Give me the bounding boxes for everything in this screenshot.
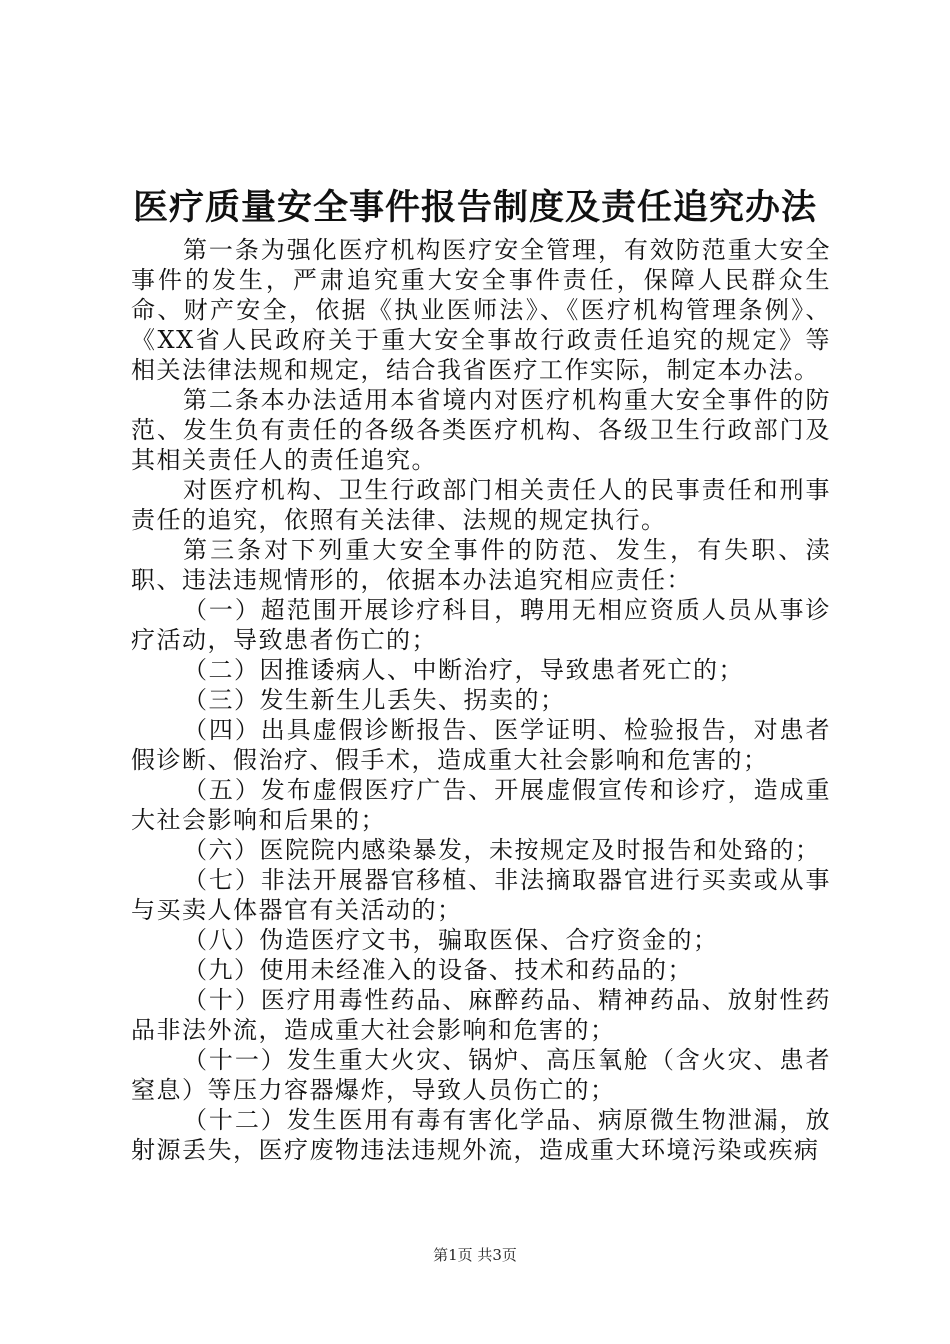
list-item: （二）因推诿病人、中断治疗，导致患者死亡的； (183, 656, 744, 684)
article-2-paragraph: 第二条本办法适用本省境内对医疗机构重大安全事件的防范、发生负有责任的各级各类医疗机构、各级卫生行政部门及其相关责任人的责任追究。 (131, 386, 831, 474)
liability-paragraph: 对医疗机构、卫生行政部门相关责任人的民事责任和刑事责任的追究，依照有关法律、法规的规定执行。 (131, 476, 831, 534)
list-item: （七）非法开展器官移植、非法摘取器官进行买卖或从事与买卖人体器官有关活动的； (131, 866, 831, 924)
list-item: （八）伪造医疗文书，骗取医保、合疗资金的； (183, 926, 719, 954)
list-item: （一）超范围开展诊疗科目，聘用无相应资质人员从事诊疗活动，导致患者伤亡的； (131, 596, 831, 654)
list-item: （五）发布虚假医疗广告、开展虚假宣传和诊疗，造成重大社会影响和后果的； (131, 776, 831, 834)
page-number-footer: 第1页 共3页 (433, 1246, 517, 1264)
list-item: （四）出具虚假诊断报告、医学证明、检验报告，对患者假诊断、假治疗、假手术，造成重大社会影响和危害的； (131, 716, 831, 774)
list-item: （十二）发生医用有毒有害化学品、病原微生物泄漏，放射源丢失，医疗废物违法违规外流，造成重大环境污染或疾病 (131, 1106, 831, 1164)
document-body (131, 235, 831, 1165)
article-3-paragraph: 第三条对下列重大安全事件的防范、发生，有失职、渎职、违法违规情形的，依据本办法追究相应责任： (131, 536, 831, 594)
list-item: （六）医院院内感染暴发，未按规定及时报告和处臵的； (183, 836, 821, 864)
list-item: （三）发生新生儿丢失、拐卖的； (183, 686, 566, 714)
list-item: （十）医疗用毒性药品、麻醉药品、精神药品、放射性药品非法外流，造成重大社会影响和危害的； (131, 986, 831, 1044)
list-item: （九）使用未经准入的设备、技术和药品的； (183, 956, 693, 984)
list-item: （十一）发生重大火灾、锅炉、高压氧舱（含火灾、患者窒息）等压力容器爆炸，导致人员伤亡的； (131, 1046, 831, 1104)
article-1-paragraph: 第一条为强化医疗机构医疗安全管理，有效防范重大安全事件的发生，严肃追究重大安全事件责任，保障人民群众生命、财产安全，依据《执业医师法》、《医疗机构管理条例》、《XX省人民政府关于重大安全事故行政责任追究的规定》等相关法律法规和规定，结合我省医疗工作实际，制定本办法。 (131, 236, 831, 384)
document-title: 医疗质量安全事件报告制度及责任追究办法 (132, 187, 817, 228)
